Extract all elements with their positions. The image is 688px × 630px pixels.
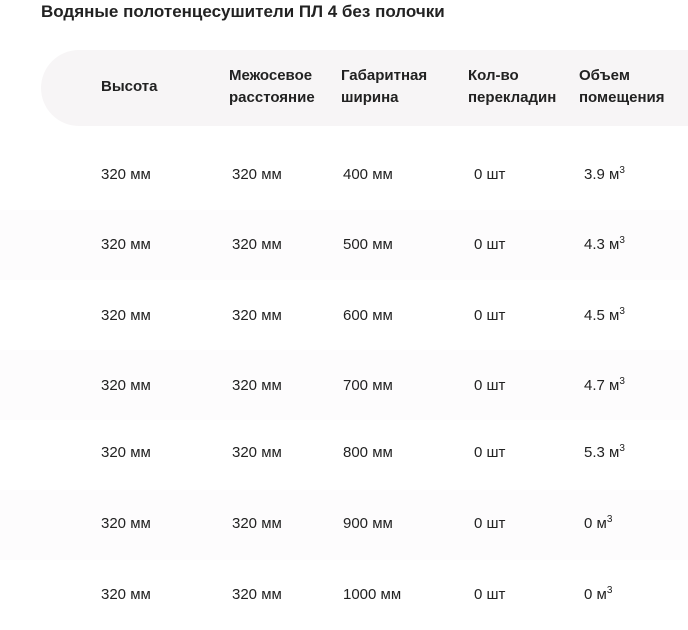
header-center-distance-line2: расстояние <box>229 89 315 106</box>
page-title: Водяные полотенцесушители ПЛ 4 без полочки <box>41 2 445 21</box>
cell-width <box>343 376 393 396</box>
cell-center-distance <box>232 235 282 255</box>
header-width <box>341 65 427 109</box>
cell-height-value: 320 мм <box>101 586 151 603</box>
cell-height <box>101 235 151 255</box>
volume-unit-superscript: 3 <box>619 165 625 176</box>
cell-height <box>101 165 151 185</box>
cell-volume <box>584 165 625 187</box>
cell-width-value: 500 мм <box>343 236 393 253</box>
cell-volume-value: 5.3 м <box>584 444 620 461</box>
cell-width-value: 700 мм <box>343 377 393 394</box>
cell-crossbars <box>474 165 505 185</box>
cell-crossbars <box>474 235 505 255</box>
header-height <box>101 76 157 98</box>
cell-width <box>343 443 393 463</box>
cell-width-value: 400 мм <box>343 166 393 183</box>
cell-crossbars-value: 0 шт <box>474 444 506 461</box>
cell-height <box>101 585 151 605</box>
cell-crossbars <box>474 306 505 326</box>
header-crossbars-line2: перекладин <box>468 89 557 106</box>
cell-volume-value: 4.3 м <box>584 236 620 253</box>
volume-unit-superscript: 3 <box>606 585 613 596</box>
cell-volume <box>584 514 612 536</box>
cell-width <box>343 306 393 326</box>
header-height-label: Высота <box>101 78 158 95</box>
cell-volume-value: 3.9 м <box>584 166 620 183</box>
cell-height-value: 320 мм <box>101 307 151 324</box>
volume-unit-superscript: 3 <box>619 235 625 246</box>
cell-width <box>343 165 393 185</box>
cell-crossbars <box>474 376 505 396</box>
volume-unit-superscript: 3 <box>619 443 625 454</box>
header-volume-line1: Объем <box>579 67 630 84</box>
cell-crossbars <box>474 514 505 534</box>
cell-volume-value: 4.5 м <box>584 307 620 324</box>
header-width-line2: ширина <box>341 89 399 106</box>
volume-unit-superscript: 3 <box>619 376 625 387</box>
cell-width <box>343 235 393 255</box>
cell-center-distance <box>232 514 282 534</box>
cell-crossbars-value: 0 шт <box>474 307 506 324</box>
cell-volume-value: 4.7 м <box>584 377 620 394</box>
cell-height-value: 320 мм <box>101 166 151 183</box>
cell-volume-value: 0 м <box>584 515 607 532</box>
cell-crossbars-value: 0 шт <box>474 236 506 253</box>
cell-height <box>101 443 151 463</box>
cell-height-value: 320 мм <box>101 377 151 394</box>
header-center-distance <box>229 65 315 109</box>
cell-crossbars <box>474 585 505 605</box>
volume-unit-superscript: 3 <box>606 514 613 525</box>
header-volume-line2: помещения <box>579 89 665 106</box>
cell-width-value: 900 мм <box>343 515 393 532</box>
cell-center-distance <box>232 443 282 463</box>
cell-volume <box>584 235 625 257</box>
cell-center-distance <box>232 306 282 326</box>
cell-crossbars-value: 0 шт <box>474 377 506 394</box>
cell-center-distance-value: 320 мм <box>232 377 282 394</box>
cell-center-distance <box>232 165 282 185</box>
cell-center-distance-value: 320 мм <box>232 166 282 183</box>
cell-center-distance-value: 320 мм <box>232 444 282 461</box>
cell-width <box>343 585 401 605</box>
header-crossbars <box>468 65 556 109</box>
cell-center-distance-value: 320 мм <box>232 586 282 603</box>
cell-crossbars <box>474 443 505 463</box>
cell-crossbars-value: 0 шт <box>474 515 506 532</box>
cell-center-distance <box>232 585 282 605</box>
header-width-line1: Габаритная <box>341 67 428 84</box>
header-volume <box>579 65 665 109</box>
cell-height <box>101 514 151 534</box>
cell-width <box>343 514 393 534</box>
cell-height-value: 320 мм <box>101 236 151 253</box>
cell-volume <box>584 585 612 607</box>
cell-width-value: 600 мм <box>343 307 393 324</box>
cell-volume-value: 0 м <box>584 586 607 603</box>
cell-volume <box>584 443 625 465</box>
cell-center-distance-value: 320 мм <box>232 515 282 532</box>
cell-width-value: 800 мм <box>343 444 393 461</box>
header-center-distance-line1: Межосевое <box>229 67 313 84</box>
cell-center-distance-value: 320 мм <box>232 236 282 253</box>
cell-crossbars-value: 0 шт <box>474 586 506 603</box>
cell-volume <box>584 306 625 328</box>
cell-center-distance-value: 320 мм <box>232 307 282 324</box>
cell-volume <box>584 376 625 398</box>
volume-unit-superscript: 3 <box>619 306 625 317</box>
cell-height <box>101 376 151 396</box>
cell-height-value: 320 мм <box>101 444 151 461</box>
cell-width-value: 1000 мм <box>343 586 402 603</box>
cell-height-value: 320 мм <box>101 515 151 532</box>
cell-center-distance <box>232 376 282 396</box>
cell-crossbars-value: 0 шт <box>474 166 506 183</box>
header-crossbars-line1: Кол-во <box>468 67 519 84</box>
cell-height <box>101 306 151 326</box>
